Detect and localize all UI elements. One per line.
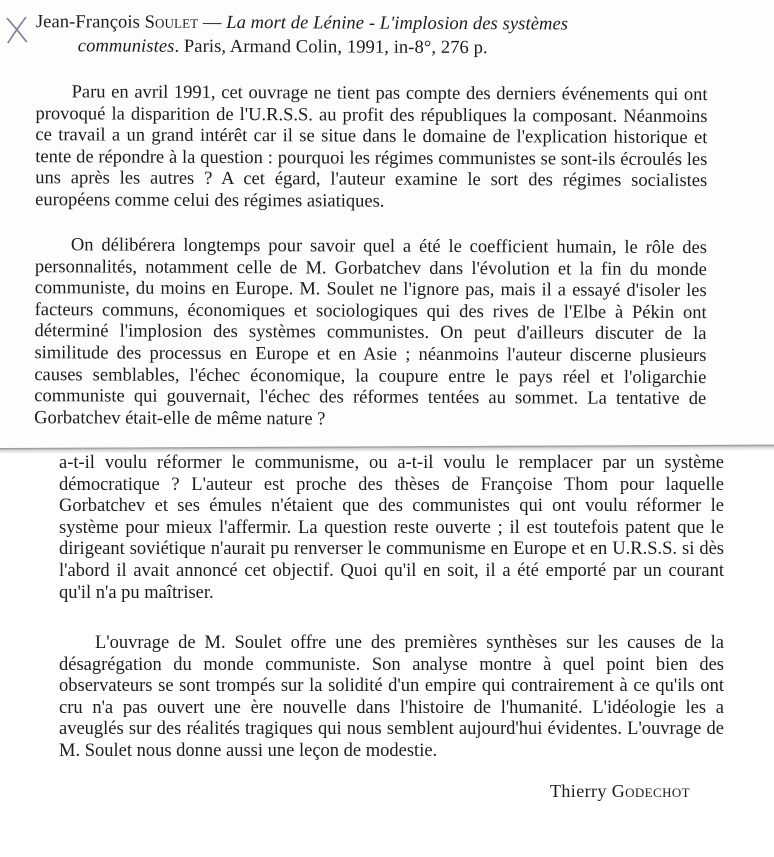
reviewer-last-name: Godechot (611, 781, 690, 801)
author-last-name: Soulet (144, 12, 199, 33)
review-heading (36, 10, 736, 61)
pencil-x-mark-icon (4, 14, 30, 46)
paragraph-1: Paru en avril 1991, cet ouvrage ne tient pas compte des derniers événements qui ont provoqué la disparition de l'U.R.S.S. au profit des républiques la composant. Néanmoins ce travail a un grand intérêt car il se situe dans le domaine de l'explication historique et tente de répondre à la question : pourquoi les régimes communistes se sont-ils écroulés les uns après les autres ? A cet égard, l'auteur examine le sort des régimes socialistes européens comme celui des régimes asiatiques. (35, 82, 708, 212)
reviewer-first-name: Thierry (550, 781, 607, 801)
paragraph-4: L'ouvrage de M. Soulet offre une des premières synthèses sur les causes de la désagrégation du monde communiste. Son analyse montre à quel point bien des observateurs se sont trompés sur la solidité d'un empire qui contrairement à ce qu'ils ont cru n'a pas ouvert une ère nouvelle dans l'histoire de l'humanité. L'idéologie les a aveuglés sur des réalités tragiques qui nous semblent aujourd'hui évidentes. L'ouvrage de M. Soulet nous donne aussi une leçon de modestie. (59, 633, 724, 761)
reviewer-signature (550, 781, 690, 802)
book-title-line2: communistes (77, 36, 175, 57)
paragraph-2: On délibérera longtemps pour savoir quel a été le coefficient humain, le rôle des personnalités, notamment celle de M. Gorbatchev dans l'évolution et la fin du monde communiste, du moins en Europe. M. Soulet ne l'ignore pas, mais il a essayé d'isoler les facteurs communs, économiques et sociologiques qui des rives de l'Elbe à Pékin ont déterminé l'implosion des systèmes communistes. On peut d'ailleurs discuter de la similitude des processus en Europe et en Asie ; néanmoins l'auteur discerne plusieurs causes semblables, l'échec économique, la coupure entre le pays réel et l'oligarchie communiste qui gouvernait, l'échec des réformes tentées au sommet. La tentative de Gorbatchev était-elle de même nature ? (34, 235, 707, 430)
heading-dash: — (198, 12, 227, 33)
publication-details: . Paris, Armand Colin, 1991, in-8°, 276 p. (174, 36, 488, 59)
book-title-line1: La mort de Lénine - L'implosion des systèmes (226, 12, 569, 35)
paragraph-3: a-t-il voulu réformer le communisme, ou a-t-il voulu le remplacer par un système démocratique ? L'auteur est proche des thèses de Françoise Thom pour laquelle Gorbatchev et ses émules n'étaient que des communistes qui ont voulu réformer le système pour mieux l'affermir. La question reste ouverte ; il est toutefois patent que le dirigeant soviétique n'aurait pu renverser le communisme en Europe et en U.R.S.S. si dès l'abord il avait annoncé cet objectif. Quoi qu'il en soit, il a été emporté par un courant qu'il n'a pu maîtriser. (59, 453, 724, 603)
author-first-name: Jean-François (35, 12, 140, 33)
